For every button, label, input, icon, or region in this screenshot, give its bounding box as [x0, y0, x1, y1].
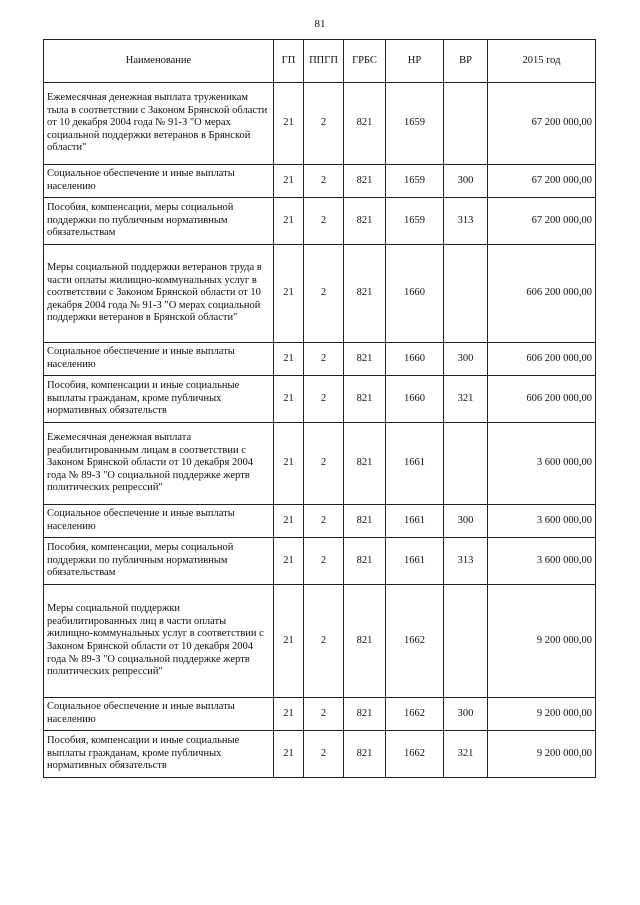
- row-amount: 67 200 000,00: [488, 83, 596, 165]
- row-nr: 1661: [386, 538, 444, 585]
- table-row: [44, 505, 596, 538]
- header-ppgp: ППГП: [304, 40, 344, 83]
- header-vr: ВР: [444, 40, 488, 83]
- row-amount: 606 200 000,00: [488, 376, 596, 423]
- row-gp: 21: [274, 731, 304, 778]
- row-amount: 606 200 000,00: [488, 343, 596, 376]
- row-name: Социальное обеспечение и иные выплаты населению: [44, 698, 274, 731]
- row-nr: 1662: [386, 698, 444, 731]
- row-grbs: 821: [344, 585, 386, 698]
- header-nr: НР: [386, 40, 444, 83]
- row-grbs: 821: [344, 245, 386, 343]
- table-row: [44, 198, 596, 245]
- row-name: Пособия, компенсации, меры социальной поддержки по публичным нормативным обязательствам: [44, 538, 274, 585]
- row-ppgp: 2: [304, 505, 344, 538]
- table-row: [44, 698, 596, 731]
- row-ppgp: 2: [304, 538, 344, 585]
- row-vr: [444, 83, 488, 165]
- budget-table: [43, 39, 596, 778]
- row-grbs: 821: [344, 423, 386, 505]
- header-name: Наименование: [44, 40, 274, 83]
- table-row: [44, 165, 596, 198]
- row-name: Ежемесячная денежная выплата труженикам тыла в соответствии с Законом Брянской области от 10 декабря 2004 года № 91-З "О мерах социальной поддержки ветеранов в Брянской области": [44, 83, 274, 165]
- row-gp: 21: [274, 538, 304, 585]
- row-vr: 321: [444, 731, 488, 778]
- row-ppgp: 2: [304, 731, 344, 778]
- row-vr: 313: [444, 198, 488, 245]
- row-nr: 1662: [386, 585, 444, 698]
- row-amount: 606 200 000,00: [488, 245, 596, 343]
- row-grbs: 821: [344, 343, 386, 376]
- row-vr: 300: [444, 698, 488, 731]
- page-number: 81: [314, 18, 326, 30]
- row-grbs: 821: [344, 83, 386, 165]
- row-name: Пособия, компенсации, меры социальной поддержки по публичным нормативным обязательствам: [44, 198, 274, 245]
- row-nr: 1660: [386, 343, 444, 376]
- row-amount: 9 200 000,00: [488, 585, 596, 698]
- row-amount: 9 200 000,00: [488, 698, 596, 731]
- row-grbs: 821: [344, 731, 386, 778]
- row-grbs: 821: [344, 165, 386, 198]
- table-row: [44, 423, 596, 505]
- row-nr: 1661: [386, 423, 444, 505]
- table-row: [44, 83, 596, 165]
- row-vr: 300: [444, 505, 488, 538]
- header-gp: ГП: [274, 40, 304, 83]
- row-amount: 67 200 000,00: [488, 165, 596, 198]
- row-vr: [444, 585, 488, 698]
- row-vr: [444, 245, 488, 343]
- row-name: Социальное обеспечение и иные выплаты населению: [44, 505, 274, 538]
- row-gp: 21: [274, 505, 304, 538]
- row-gp: 21: [274, 83, 304, 165]
- table-row: [44, 585, 596, 698]
- row-amount: 3 600 000,00: [488, 505, 596, 538]
- row-gp: 21: [274, 585, 304, 698]
- row-name: Социальное обеспечение и иные выплаты населению: [44, 165, 274, 198]
- row-grbs: 821: [344, 505, 386, 538]
- table-row: [44, 245, 596, 343]
- row-ppgp: 2: [304, 698, 344, 731]
- row-ppgp: 2: [304, 423, 344, 505]
- row-grbs: 821: [344, 538, 386, 585]
- row-gp: 21: [274, 245, 304, 343]
- row-ppgp: 2: [304, 83, 344, 165]
- row-gp: 21: [274, 198, 304, 245]
- table-row: [44, 343, 596, 376]
- row-ppgp: 2: [304, 245, 344, 343]
- table-row: [44, 538, 596, 585]
- row-vr: [444, 423, 488, 505]
- row-ppgp: 2: [304, 198, 344, 245]
- header-grbs: ГРБС: [344, 40, 386, 83]
- row-nr: 1660: [386, 376, 444, 423]
- table-body: [44, 83, 596, 778]
- row-amount: 3 600 000,00: [488, 423, 596, 505]
- row-gp: 21: [274, 423, 304, 505]
- row-vr: 321: [444, 376, 488, 423]
- row-amount: 67 200 000,00: [488, 198, 596, 245]
- row-grbs: 821: [344, 376, 386, 423]
- row-vr: 300: [444, 343, 488, 376]
- row-vr: 313: [444, 538, 488, 585]
- row-name: Социальное обеспечение и иные выплаты населению: [44, 343, 274, 376]
- row-nr: 1659: [386, 198, 444, 245]
- row-gp: 21: [274, 376, 304, 423]
- row-nr: 1662: [386, 731, 444, 778]
- row-amount: 3 600 000,00: [488, 538, 596, 585]
- row-amount: 9 200 000,00: [488, 731, 596, 778]
- row-grbs: 821: [344, 198, 386, 245]
- row-ppgp: 2: [304, 165, 344, 198]
- row-name: Меры социальной поддержки реабилитированных лиц в части оплаты жилищно-коммунальных услуг в соответствии с Законом Брянской области от 10 декабря 2004 года № 89-З "О социальной поддержке жертв политических репрессий": [44, 585, 274, 698]
- row-name: Пособия, компенсации и иные социальные выплаты гражданам, кроме публичных нормативных обязательств: [44, 376, 274, 423]
- row-nr: 1660: [386, 245, 444, 343]
- row-nr: 1659: [386, 83, 444, 165]
- row-ppgp: 2: [304, 343, 344, 376]
- row-name: Пособия, компенсации и иные социальные выплаты гражданам, кроме публичных нормативных обязательств: [44, 731, 274, 778]
- row-ppgp: 2: [304, 376, 344, 423]
- row-vr: 300: [444, 165, 488, 198]
- row-gp: 21: [274, 343, 304, 376]
- table-row: [44, 731, 596, 778]
- row-name: Ежемесячная денежная выплата реабилитированным лицам в соответствии с Законом Брянской области от 10 декабря 2004 года № 89-З "О социальной поддержке жертв политических репрессий": [44, 423, 274, 505]
- table-row: [44, 376, 596, 423]
- row-grbs: 821: [344, 698, 386, 731]
- header-amount: 2015 год: [488, 40, 596, 83]
- row-gp: 21: [274, 698, 304, 731]
- row-gp: 21: [274, 165, 304, 198]
- row-nr: 1661: [386, 505, 444, 538]
- row-nr: 1659: [386, 165, 444, 198]
- table-header-row: [44, 40, 596, 83]
- row-ppgp: 2: [304, 585, 344, 698]
- row-name: Меры социальной поддержки ветеранов труда в части оплаты жилищно-коммунальных услуг в соответствии с Законом Брянской области от 10 декабря 2004 года № 91-З "О мерах социальной поддержки ветеранов в Брянской области": [44, 245, 274, 343]
